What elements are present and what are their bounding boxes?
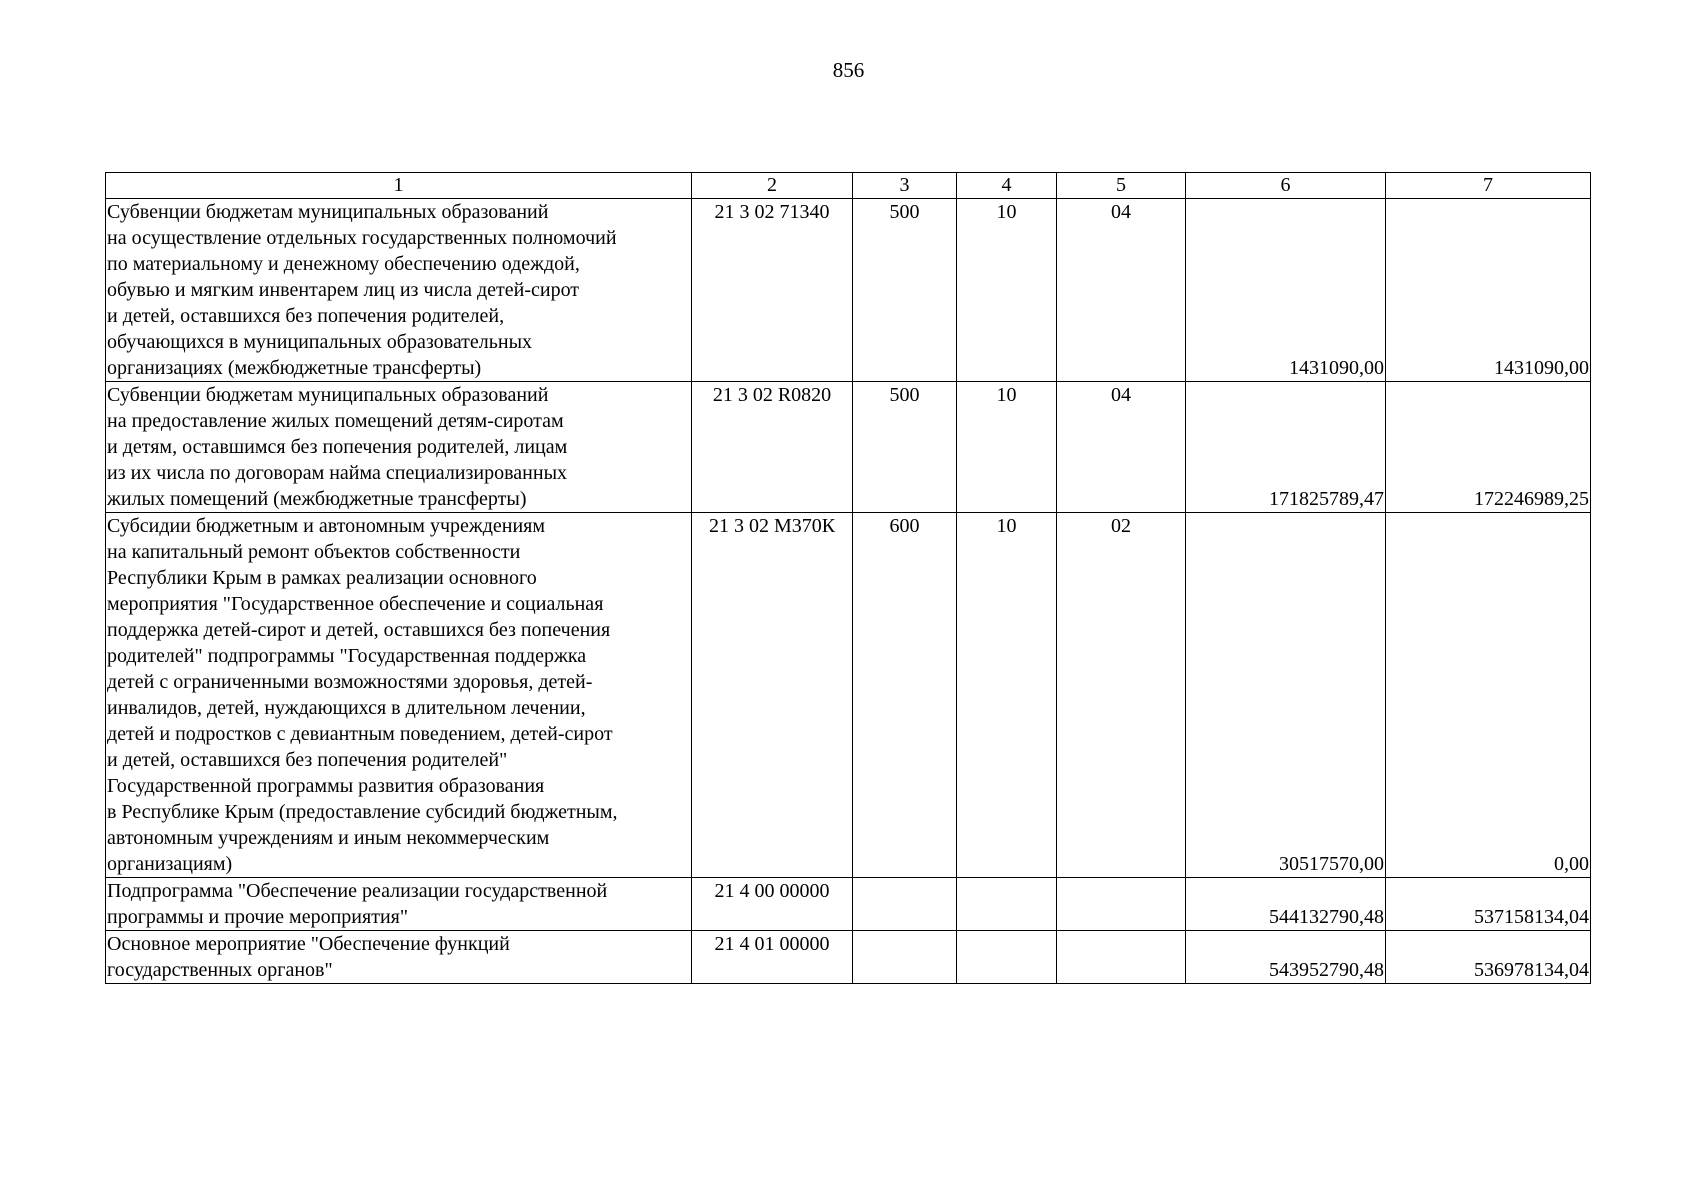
row-col5 [1057,931,1186,984]
table-row [106,199,1591,382]
budget-table [105,172,1591,984]
table-row [106,513,1591,878]
row-col4: 10 [957,199,1057,382]
row-amount-7: 0,00 [1386,513,1591,878]
row-col3: 500 [853,199,957,382]
row-amount-7: 536978134,04 [1386,931,1591,984]
table-row [106,931,1591,984]
column-number-7: 7 [1386,173,1591,199]
row-code: 21 3 02 R0820 [692,382,853,513]
row-amount-7: 537158134,04 [1386,878,1591,931]
row-col4 [957,931,1057,984]
row-code: 21 3 02 М370К [692,513,853,878]
row-col5 [1057,878,1186,931]
row-col3 [853,931,957,984]
row-col4 [957,878,1057,931]
row-name: Основное мероприятие "Обеспечение функций государственных органов" [106,931,692,984]
table-row [106,878,1591,931]
table-body [106,199,1591,984]
column-number-6: 6 [1186,173,1386,199]
row-amount-6: 1431090,00 [1186,199,1386,382]
row-col3 [853,878,957,931]
table-header [106,173,1591,199]
page-number: 856 [832,58,865,82]
row-col4: 10 [957,382,1057,513]
row-col5: 02 [1057,513,1186,878]
row-col5: 04 [1057,382,1186,513]
row-code: 21 3 02 71340 [692,199,853,382]
column-number-2: 2 [692,173,853,199]
row-amount-6: 30517570,00 [1186,513,1386,878]
column-number-5: 5 [1057,173,1186,199]
row-col3: 500 [853,382,957,513]
row-name: Субвенции бюджетам муниципальных образований на предоставление жилых помещений детям-сиротам и детям, оставшимся без попечения родителей, лицам из их числа по договорам найма специализированных жилых помещений (межбюджетные трансферты) [106,382,692,513]
column-number-4: 4 [957,173,1057,199]
row-col4: 10 [957,513,1057,878]
row-amount-7: 1431090,00 [1386,199,1591,382]
row-amount-6: 544132790,48 [1186,878,1386,931]
column-number-3: 3 [853,173,957,199]
row-col5: 04 [1057,199,1186,382]
row-amount-6: 543952790,48 [1186,931,1386,984]
row-col3: 600 [853,513,957,878]
row-name: Субвенции бюджетам муниципальных образований на осуществление отдельных государственных полномочий по материальному и денежному обеспечению одеждой, обувью и мягким инвентарем лиц из числа детей-сирот и детей, оставшихся без попечения родителей, обучающихся в муниципальных образовательных организациях (межбюджетные трансферты) [106,199,692,382]
table-row [106,382,1591,513]
row-code: 21 4 01 00000 [692,931,853,984]
header-row [106,173,1591,199]
row-amount-6: 171825789,47 [1186,382,1386,513]
row-name: Подпрограмма "Обеспечение реализации государственной программы и прочие мероприятия" [106,878,692,931]
row-name: Субсидии бюджетным и автономным учреждениям на капитальный ремонт объектов собственности Республики Крым в рамках реализации основного мероприятия "Государственное обеспечение и социальная поддержка детей-сирот и детей, оставшихся без попечения родителей" подпрограммы "Государственная поддержка детей с ограниченными возможностями здоровья, детей- инвалидов, детей, нуждающихся в длительном лечении, детей и подростков с девиантным поведением, детей-сирот и детей, оставшихся без попечения родителей" Государственной программы развития образования в Республике Крым (предоставление субсидий бюджетным, автономным учреждениям и иным некоммерческим организациям) [106,513,692,878]
column-number-1: 1 [106,173,692,199]
row-amount-7: 172246989,25 [1386,382,1591,513]
row-code: 21 4 00 00000 [692,878,853,931]
